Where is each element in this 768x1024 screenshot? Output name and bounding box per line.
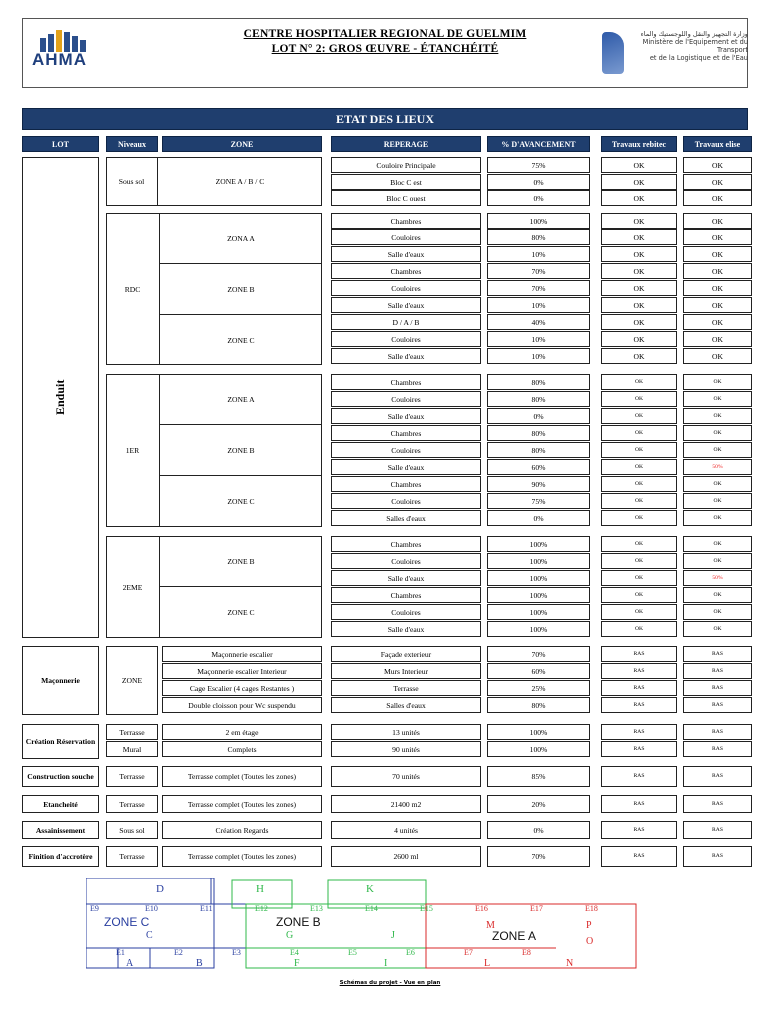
sous-sol-row-avancement: 0% bbox=[487, 190, 590, 206]
construction-avancement: 85% bbox=[487, 766, 590, 787]
er1-row-reperage: Chambres bbox=[331, 425, 481, 441]
plan-marker-e11: E11 bbox=[200, 904, 213, 913]
sous-sol-row-rebitec: OK bbox=[601, 190, 677, 206]
er1-row-reperage: Chambres bbox=[331, 476, 481, 492]
er1-row-elise: OK bbox=[683, 391, 752, 407]
rdc-row-avancement: 70% bbox=[487, 263, 590, 279]
plan-marker-e1: E1 bbox=[116, 948, 125, 957]
sous-sol-row-reperage: Bloc C est bbox=[331, 174, 481, 190]
maconnerie-row-avancement: 60% bbox=[487, 663, 590, 679]
rdc-row-avancement: 10% bbox=[487, 246, 590, 262]
maconnerie-zone: Double cloisson pour Wc suspendu bbox=[162, 697, 322, 713]
er1-row-rebitec: OK bbox=[601, 408, 677, 424]
assainissement-zone: Création Regards bbox=[162, 821, 322, 839]
plan-marker-e15: E15 bbox=[420, 904, 433, 913]
creation-niveau: Mural bbox=[106, 741, 158, 757]
plan-marker-e10: E10 bbox=[145, 904, 158, 913]
creation-zone: 2 em étage bbox=[162, 724, 322, 740]
rdc-row-avancement: 40% bbox=[487, 314, 590, 330]
rdc-row-elise: OK bbox=[683, 280, 752, 296]
plan-marker-e6: E6 bbox=[406, 948, 415, 957]
er1-row-rebitec: OK bbox=[601, 510, 677, 526]
er1-row-rebitec: OK bbox=[601, 493, 677, 509]
eme2-row-elise: OK bbox=[683, 621, 752, 637]
creation-row-elise: RAS bbox=[683, 724, 752, 740]
eme2-row-rebitec: OK bbox=[601, 553, 677, 569]
ministry-name-ar: وزارة التجهيز والنقل واللوجستيك والماء bbox=[640, 30, 748, 38]
lot-enduit bbox=[22, 157, 99, 638]
etancheite-reperage: 21400 m2 bbox=[331, 795, 481, 813]
ahma-logo-text: AHMA bbox=[32, 50, 87, 69]
finition-avancement: 70% bbox=[487, 846, 590, 867]
maconnerie-zone: Cage Escalier (4 cages Restantes ) bbox=[162, 680, 322, 696]
niveau-1er: 1ER bbox=[106, 374, 160, 527]
maconnerie-row-elise: RAS bbox=[683, 646, 752, 662]
rdc-row-avancement: 100% bbox=[487, 213, 590, 229]
assainissement-rebitec: RAS bbox=[601, 821, 677, 839]
rdc-row-rebitec: OK bbox=[601, 280, 677, 296]
col-header-elise: Travaux elise bbox=[683, 136, 752, 152]
building-icon bbox=[40, 30, 100, 52]
er1-row-reperage: Couloires bbox=[331, 391, 481, 407]
er1-row-reperage: Couloires bbox=[331, 493, 481, 509]
col-header-rebitec: Travaux rebitec bbox=[601, 136, 677, 152]
sous-sol-row-rebitec: OK bbox=[601, 174, 677, 190]
eme2-row-rebitec: OK bbox=[601, 536, 677, 552]
rdc-row-reperage: Salle d'eaux bbox=[331, 297, 481, 313]
plan-marker-e9: E9 bbox=[90, 904, 99, 913]
maconnerie-row-elise: RAS bbox=[683, 697, 752, 713]
rdc-row-elise: OK bbox=[683, 331, 752, 347]
ministry-name-fr-2: et de la Logistique et de l'Eau bbox=[649, 54, 748, 62]
maconnerie-row-reperage: Façade exterieur bbox=[331, 646, 481, 662]
er1-row-reperage: Salle d'eaux bbox=[331, 459, 481, 475]
sous-sol-row-avancement: 75% bbox=[487, 157, 590, 173]
assainissement-avancement: 0% bbox=[487, 821, 590, 839]
zone-1er-c: ZONE C bbox=[227, 497, 255, 506]
creation-row-avancement: 100% bbox=[487, 724, 590, 740]
er1-row-avancement: 0% bbox=[487, 510, 590, 526]
plan-marker-e4: E4 bbox=[290, 948, 299, 957]
site-plan bbox=[86, 878, 640, 970]
plan-letter-f: F bbox=[294, 958, 300, 969]
zone-1er-a: ZONE A bbox=[160, 374, 322, 425]
plan-caption: Schémas du projet - Vue en plan bbox=[339, 980, 441, 986]
maconnerie-row-rebitec: RAS bbox=[601, 680, 677, 696]
project-title: CENTRE HOSPITALIER REGIONAL DE GUELMIM bbox=[243, 28, 527, 40]
rdc-row-reperage: Couloires bbox=[331, 229, 481, 245]
niveau-2eme: 2EME bbox=[106, 536, 160, 638]
finition-reperage: 2600 ml bbox=[331, 846, 481, 867]
lot-maconnerie: Maçonnerie bbox=[22, 646, 99, 715]
eme2-row-reperage: Couloires bbox=[331, 604, 481, 620]
er1-row-avancement: 80% bbox=[487, 442, 590, 458]
rdc-row-avancement: 10% bbox=[487, 331, 590, 347]
rdc-row-rebitec: OK bbox=[601, 213, 677, 229]
er1-row-elise: OK bbox=[683, 510, 752, 526]
er1-row-avancement: 80% bbox=[487, 374, 590, 390]
rdc-row-reperage: Salle d'eaux bbox=[331, 246, 481, 262]
col-header-lot: LOT bbox=[22, 136, 99, 152]
er1-row-avancement: 90% bbox=[487, 476, 590, 492]
er1-row-elise: OK bbox=[683, 425, 752, 441]
plan-marker-e14: E14 bbox=[365, 904, 378, 913]
rdc-row-elise: OK bbox=[683, 246, 752, 262]
plan-inner-o: O bbox=[586, 936, 594, 947]
rdc-row-avancement: 70% bbox=[487, 280, 590, 296]
finition-niveau: Terrasse bbox=[106, 846, 158, 867]
eme2-row-rebitec: OK bbox=[601, 570, 677, 586]
eme2-row-avancement: 100% bbox=[487, 536, 590, 552]
sous-sol-row-elise: OK bbox=[683, 157, 752, 173]
er1-row-avancement: 60% bbox=[487, 459, 590, 475]
ministry-emblem-icon bbox=[602, 32, 624, 74]
lot-finition: Finition d'accrotère bbox=[22, 846, 99, 867]
sous-sol-row-elise: OK bbox=[683, 174, 752, 190]
plan-marker-e12: E12 bbox=[255, 904, 268, 913]
plan-letter-i: I bbox=[384, 958, 388, 969]
col-header-niveaux: Niveaux bbox=[106, 136, 158, 152]
col-header-zone: ZONE bbox=[162, 136, 322, 152]
construction-zone: Terrasse complet (Toutes les zones) bbox=[162, 766, 322, 787]
rdc-row-rebitec: OK bbox=[601, 229, 677, 245]
er1-row-rebitec: OK bbox=[601, 425, 677, 441]
eme2-row-reperage: Couloires bbox=[331, 553, 481, 569]
rdc-row-rebitec: OK bbox=[601, 297, 677, 313]
er1-row-rebitec: OK bbox=[601, 391, 677, 407]
eme2-row-elise: OK bbox=[683, 604, 752, 620]
rdc-row-elise: OK bbox=[683, 348, 752, 364]
eme2-row-avancement: 100% bbox=[487, 553, 590, 569]
plan-letter-n: N bbox=[566, 958, 574, 969]
plan-letter-d: D bbox=[156, 883, 164, 895]
rdc-row-elise: OK bbox=[683, 297, 752, 313]
er1-row-rebitec: OK bbox=[601, 459, 677, 475]
etancheite-elise: RAS bbox=[683, 795, 752, 813]
plan-marker-e18: E18 bbox=[585, 904, 598, 913]
lot-etancheite: Etancheité bbox=[22, 795, 99, 813]
creation-row-avancement: 100% bbox=[487, 741, 590, 757]
finition-zone: Terrasse complet (Toutes les zones) bbox=[162, 846, 322, 867]
plan-letter-h: H bbox=[256, 883, 264, 895]
sous-sol-row-rebitec: OK bbox=[601, 157, 677, 173]
rdc-row-elise: OK bbox=[683, 229, 752, 245]
plan-letter-l: L bbox=[484, 958, 491, 969]
eme2-row-rebitec: OK bbox=[601, 587, 677, 603]
er1-row-avancement: 80% bbox=[487, 425, 590, 441]
creation-niveau: Terrasse bbox=[106, 724, 158, 740]
zone-sous-sol: ZONE A / B / C bbox=[215, 177, 265, 186]
maconnerie-row-rebitec: RAS bbox=[601, 697, 677, 713]
rdc-row-reperage: Couloires bbox=[331, 280, 481, 296]
col-header-reperage: REPERAGE bbox=[331, 136, 481, 152]
er1-row-avancement: 75% bbox=[487, 493, 590, 509]
rdc-row-rebitec: OK bbox=[601, 314, 677, 330]
rdc-row-avancement: 10% bbox=[487, 348, 590, 364]
lot-creation-reservation: Création Réservation bbox=[22, 724, 99, 759]
er1-row-reperage: Salle d'eaux bbox=[331, 408, 481, 424]
eme2-row-avancement: 100% bbox=[487, 604, 590, 620]
er1-row-reperage: Salles d'eaux bbox=[331, 510, 481, 526]
er1-row-rebitec: OK bbox=[601, 442, 677, 458]
zone-2eme-c: ZONE C bbox=[227, 608, 255, 617]
rdc-row-rebitec: OK bbox=[601, 246, 677, 262]
maconnerie-zone: Maçonnerie escalier bbox=[162, 646, 322, 662]
rdc-row-reperage: Chambres bbox=[331, 213, 481, 229]
plan-marker-e7: E7 bbox=[464, 948, 473, 957]
construction-rebitec: RAS bbox=[601, 766, 677, 787]
etancheite-niveau: Terrasse bbox=[106, 795, 158, 813]
niveau-sous-sol: Sous sol bbox=[106, 157, 158, 206]
eme2-row-rebitec: OK bbox=[601, 621, 677, 637]
creation-row-elise: RAS bbox=[683, 741, 752, 757]
er1-row-reperage: Chambres bbox=[331, 374, 481, 390]
er1-row-elise: OK bbox=[683, 408, 752, 424]
plan-inner-m: M bbox=[486, 920, 495, 931]
maconnerie-row-avancement: 70% bbox=[487, 646, 590, 662]
creation-zone: Complets bbox=[162, 741, 322, 757]
etancheite-rebitec: RAS bbox=[601, 795, 677, 813]
rdc-row-elise: OK bbox=[683, 314, 752, 330]
construction-niveau: Terrasse bbox=[106, 766, 158, 787]
er1-row-avancement: 0% bbox=[487, 408, 590, 424]
maconnerie-zone: Maçonnerie escalier Interieur bbox=[162, 663, 322, 679]
er1-row-elise: OK bbox=[683, 442, 752, 458]
eme2-row-avancement: 100% bbox=[487, 570, 590, 586]
eme2-row-reperage: Salle d'eaux bbox=[331, 570, 481, 586]
finition-elise: RAS bbox=[683, 846, 752, 867]
maconnerie-row-avancement: 25% bbox=[487, 680, 590, 696]
plan-marker-e8: E8 bbox=[522, 948, 531, 957]
eme2-row-elise: OK bbox=[683, 587, 752, 603]
maconnerie-row-reperage: Salles d'eaux bbox=[331, 697, 481, 713]
etancheite-avancement: 20% bbox=[487, 795, 590, 813]
eme2-row-reperage: Salle d'eaux bbox=[331, 621, 481, 637]
ministry-logo bbox=[600, 30, 748, 80]
etancheite-zone: Terrasse complet (Toutes les zones) bbox=[162, 795, 322, 813]
sous-sol-row-reperage: Couloire Principale bbox=[331, 157, 481, 173]
plan-marker-e13: E13 bbox=[310, 904, 323, 913]
lot-enduit-label: Enduit bbox=[53, 379, 67, 416]
maconnerie-row-elise: RAS bbox=[683, 663, 752, 679]
plan-zone-a: ZONE A bbox=[492, 929, 537, 943]
lot-title: LOT N° 2: GROS ŒUVRE - ÉTANCHÉITÉ bbox=[271, 43, 499, 55]
lot-construction: Construction souche bbox=[22, 766, 99, 787]
creation-row-rebitec: RAS bbox=[601, 741, 677, 757]
creation-row-reperage: 90 unités bbox=[331, 741, 481, 757]
construction-reperage: 70 unités bbox=[331, 766, 481, 787]
rdc-row-elise: OK bbox=[683, 213, 752, 229]
ahma-logo bbox=[30, 30, 116, 76]
plan-marker-e5: E5 bbox=[348, 948, 357, 957]
zone-1er-b: ZONE B bbox=[160, 425, 322, 476]
creation-row-reperage: 13 unités bbox=[331, 724, 481, 740]
niveau-maconnerie: ZONE bbox=[106, 646, 158, 715]
rdc-row-rebitec: OK bbox=[601, 331, 677, 347]
lot-assainissement: Assainissement bbox=[22, 821, 99, 839]
creation-row-rebitec: RAS bbox=[601, 724, 677, 740]
eme2-row-reperage: Chambres bbox=[331, 536, 481, 552]
eme2-row-rebitec: OK bbox=[601, 604, 677, 620]
plan-marker-e16: E16 bbox=[475, 904, 488, 913]
eme2-row-elise: OK bbox=[683, 553, 752, 569]
plan-zone-b: ZONE B bbox=[276, 915, 321, 929]
assainissement-elise: RAS bbox=[683, 821, 752, 839]
plan-marker-e3: E3 bbox=[232, 948, 241, 957]
maconnerie-row-reperage: Murs Interieur bbox=[331, 663, 481, 679]
er1-row-elise: OK bbox=[683, 374, 752, 390]
ministry-name-fr-1: Ministère de l'Equipement et du Transport bbox=[642, 38, 748, 54]
rdc-row-reperage: Chambres bbox=[331, 263, 481, 279]
er1-row-elise: 50% bbox=[683, 459, 752, 475]
plan-letter-k: K bbox=[366, 883, 374, 895]
zone-rdc-a: ZONA A bbox=[160, 213, 322, 264]
maconnerie-row-rebitec: RAS bbox=[601, 663, 677, 679]
plan-letter-a: A bbox=[126, 958, 134, 969]
rdc-row-elise: OK bbox=[683, 263, 752, 279]
rdc-row-rebitec: OK bbox=[601, 348, 677, 364]
eme2-row-elise: 50% bbox=[683, 570, 752, 586]
plan-letter-b: B bbox=[196, 958, 203, 969]
plan-inner-c: C bbox=[146, 930, 153, 941]
finition-rebitec: RAS bbox=[601, 846, 677, 867]
sous-sol-row-elise: OK bbox=[683, 190, 752, 206]
niveau-rdc: RDC bbox=[106, 213, 160, 365]
plan-marker-e17: E17 bbox=[530, 904, 543, 913]
er1-row-reperage: Couloires bbox=[331, 442, 481, 458]
assainissement-reperage: 4 unités bbox=[331, 821, 481, 839]
plan-inner-p: P bbox=[586, 920, 592, 931]
er1-row-elise: OK bbox=[683, 493, 752, 509]
eme2-row-elise: OK bbox=[683, 536, 752, 552]
eme2-row-reperage: Chambres bbox=[331, 587, 481, 603]
zone-2eme-b: ZONE B bbox=[160, 536, 322, 587]
rdc-row-reperage: Salle d'eaux bbox=[331, 348, 481, 364]
er1-row-rebitec: OK bbox=[601, 374, 677, 390]
plan-zone-c: ZONE C bbox=[104, 915, 150, 929]
eme2-row-avancement: 100% bbox=[487, 621, 590, 637]
rdc-row-avancement: 10% bbox=[487, 297, 590, 313]
maconnerie-row-rebitec: RAS bbox=[601, 646, 677, 662]
construction-elise: RAS bbox=[683, 766, 752, 787]
eme2-row-avancement: 100% bbox=[487, 587, 590, 603]
sous-sol-row-reperage: Bloc C ouest bbox=[331, 190, 481, 206]
plan-inner-j: J bbox=[391, 930, 395, 941]
rdc-row-reperage: D / A / B bbox=[331, 314, 481, 330]
maconnerie-row-reperage: Terrasse bbox=[331, 680, 481, 696]
plan-marker-e2: E2 bbox=[174, 948, 183, 957]
zone-rdc-c: ZONE C bbox=[227, 335, 255, 345]
rdc-row-avancement: 80% bbox=[487, 229, 590, 245]
maconnerie-row-elise: RAS bbox=[683, 680, 752, 696]
rdc-row-rebitec: OK bbox=[601, 263, 677, 279]
rdc-row-reperage: Couloires bbox=[331, 331, 481, 347]
maconnerie-row-avancement: 80% bbox=[487, 697, 590, 713]
er1-row-rebitec: OK bbox=[601, 476, 677, 492]
er1-row-elise: OK bbox=[683, 476, 752, 492]
zone-rdc-b: ZONE B bbox=[160, 264, 322, 315]
col-header-avancement: % D'AVANCEMENT bbox=[487, 136, 590, 152]
er1-row-avancement: 80% bbox=[487, 391, 590, 407]
assainissement-niveau: Sous sol bbox=[106, 821, 158, 839]
sous-sol-row-avancement: 0% bbox=[487, 174, 590, 190]
etat-des-lieux-banner: ETAT DES LIEUX bbox=[22, 108, 748, 130]
plan-inner-g: G bbox=[286, 930, 294, 941]
